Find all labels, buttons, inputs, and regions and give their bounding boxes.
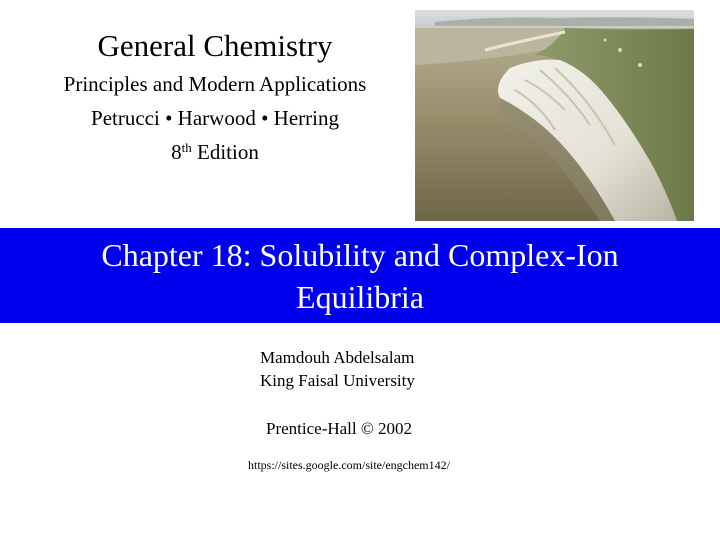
book-subtitle: Principles and Modern Applications bbox=[63, 72, 367, 96]
book-edition bbox=[20, 135, 410, 169]
book-info bbox=[20, 25, 410, 169]
publisher-copyright: Prentice-Hall © 2002 bbox=[266, 419, 413, 438]
book-title: General Chemistry bbox=[97, 28, 333, 63]
cliff-coastline-photo bbox=[415, 10, 694, 221]
presenter-affiliation: King Faisal University bbox=[260, 371, 415, 390]
chapter-banner bbox=[0, 228, 720, 323]
edition-number: 8 bbox=[171, 140, 182, 164]
edition-word: Edition bbox=[197, 140, 259, 164]
book-authors: Petrucci • Harwood • Herring bbox=[91, 106, 339, 130]
presenter-info bbox=[260, 346, 460, 392]
edition-suffix: th bbox=[181, 140, 192, 155]
chapter-title: Chapter 18: Solubility and Complex-Ion Equilibria bbox=[101, 236, 619, 315]
presenter-name: Mamdouh Abdelsalam bbox=[260, 348, 415, 367]
course-url-link[interactable]: https://sites.google.com/site/engchem142/ bbox=[248, 458, 450, 472]
